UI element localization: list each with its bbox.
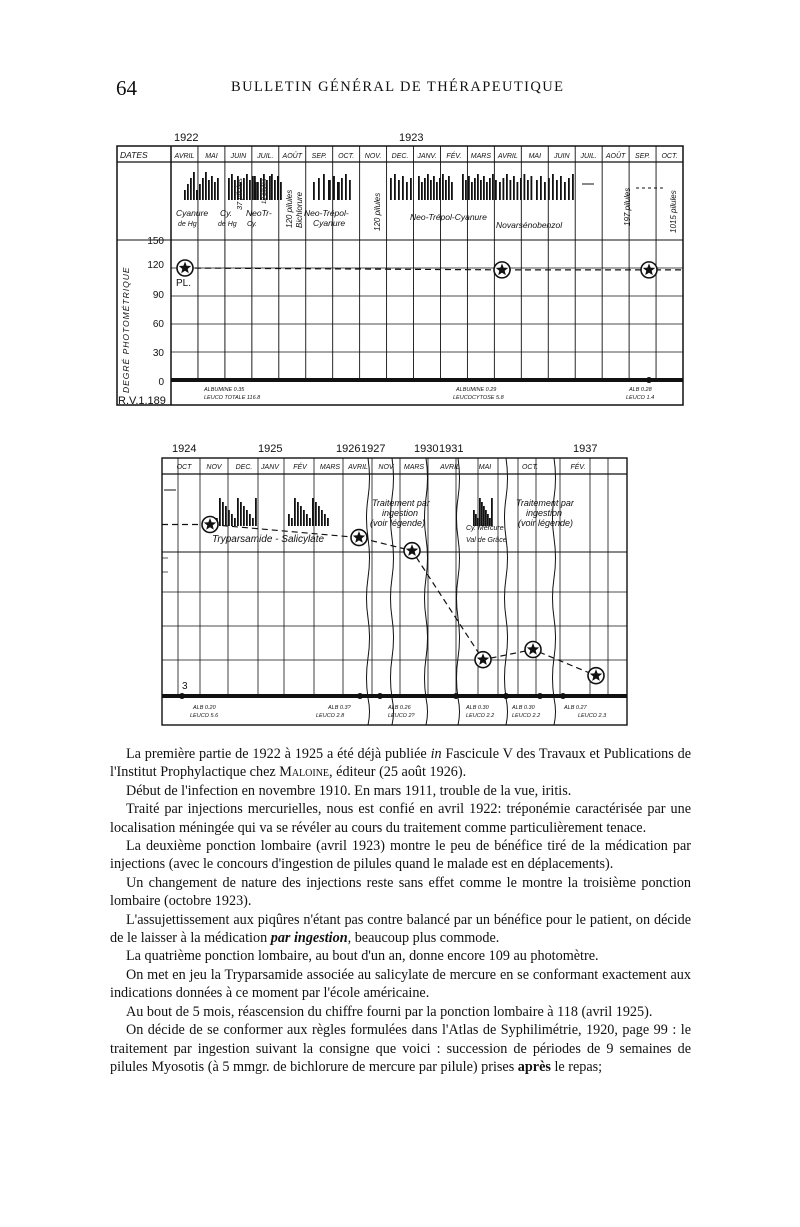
treatment-bar (217, 178, 219, 200)
month-label: SEP. (635, 153, 651, 160)
annotation: LEUCO 1.4 (626, 395, 655, 401)
treatment-bar (421, 182, 423, 200)
treatment-bar (345, 174, 347, 200)
treatment-bar (560, 176, 562, 200)
treatment-bar (222, 502, 224, 526)
data-point (494, 262, 510, 278)
treatment-bar (341, 178, 343, 200)
treatment-bar (249, 180, 251, 200)
month-label: NOV (378, 464, 394, 471)
month-label: MARS (319, 464, 341, 471)
horizontal-gridlines (117, 240, 683, 352)
month-label: OCT. (338, 153, 355, 160)
data-point (202, 517, 218, 533)
treatment-bar (196, 190, 198, 200)
month-label: JUIL. (580, 153, 597, 160)
paragraph: Début de l'infection en novembre 1910. En mars 1911, trouble de la vue, iritis. (126, 782, 572, 799)
treatment-bar (228, 178, 230, 200)
treatment-bar (291, 518, 293, 526)
treatment-bar (485, 510, 487, 526)
treatment-bar (240, 502, 242, 526)
body-text (110, 745, 691, 1076)
paragraph: Au bout de 5 mois, réascension du chiffre fourni par la ponction lombaire à 118 (avril 1925). (126, 1003, 653, 1020)
treatment-bar (445, 180, 447, 200)
month-label: OCT (176, 464, 192, 471)
horizontal-gridlines (162, 558, 168, 572)
chart-1922-1923 (116, 128, 686, 413)
case-label: R.V.1.189 (118, 395, 166, 407)
treatment-bar (427, 174, 429, 200)
treatment-bar (271, 174, 273, 200)
dates-label: DATES (120, 150, 148, 160)
vertical-label: 120 pilules (373, 192, 382, 231)
paragraph: L'assujettissement aux piqûres n'étant pas contre balancé par un bénéfice pour le patient, on décide de le laisser à la médication par ingestion, beaucoup plus commode. (110, 911, 691, 947)
treatment-bar (527, 180, 529, 200)
treatment-bar (312, 498, 314, 526)
month-label: MAI (205, 153, 218, 160)
paragraph: La deuxième ponction lombaire (avril 1923) montre le peu de bénéfice tiré de la médication par injections (avec le concours d'ingestion de pilules quand le malade est en déplacements). (110, 838, 691, 873)
treatment-bar (548, 178, 550, 200)
treatment-label: Neo-Trépol-Cyanure (410, 212, 487, 222)
treatment-bar (190, 178, 192, 200)
treatment-bar (246, 174, 248, 200)
y-tick: 60 (152, 319, 164, 330)
treatment-bar (492, 174, 494, 200)
vertical-label: 197 pilules (623, 187, 632, 226)
month-label: AVRIL (174, 153, 195, 160)
treatment-bar (306, 514, 308, 526)
month-label: JUIL. (257, 153, 274, 160)
year-label: 1937 (573, 443, 598, 455)
year-label: 1927 (361, 443, 386, 455)
data-point (351, 530, 367, 546)
treatment-bar (486, 182, 488, 200)
month-label: AOÛT (282, 153, 302, 160)
treatment-bar (219, 498, 221, 526)
annotation: ALB 0.3? (328, 705, 351, 711)
ingestion-label: (voir légende) (370, 518, 426, 528)
treatment-bar (390, 178, 392, 200)
ingestion-label: (voir légende) (518, 518, 574, 528)
month-label: MARS (470, 153, 492, 160)
pl-label: PL. (176, 278, 192, 289)
treatment-bar (205, 172, 207, 200)
vertical-gridlines (162, 458, 627, 696)
treatment-bar (568, 178, 570, 200)
treatment-bar (474, 178, 476, 200)
treatment-label: Cy. (220, 208, 233, 218)
treatment-bar (465, 180, 467, 200)
treatment-bar (517, 182, 519, 200)
treatment-label: Tryparsamide - Salicylate (212, 534, 325, 545)
annotation: LEUCOCYTOSE 5.8 (453, 395, 504, 401)
treatment-bar (418, 176, 420, 200)
vertical-label: 1015 pilules (669, 190, 678, 233)
data-points (177, 260, 657, 383)
vertical-label: Bichlorure (295, 191, 304, 228)
month-label: FÉV. (446, 153, 462, 160)
treatment-bar (211, 176, 213, 200)
month-label: AOÛT (605, 153, 626, 160)
treatment-bar (473, 510, 475, 526)
y-tick: 120 (147, 260, 164, 271)
treatment-bar (324, 514, 326, 526)
treatment-bar (477, 174, 479, 200)
treatment-bar (274, 180, 276, 200)
treatment-bar (246, 510, 248, 526)
month-label: AVRIL (440, 464, 460, 471)
treatment-bars (184, 172, 664, 200)
month-label: JANV. (417, 153, 437, 160)
annotation: ALB 0.20 (193, 705, 216, 711)
treatment-bar (252, 176, 254, 200)
month-labels (177, 462, 586, 471)
treatment-bar (318, 506, 320, 526)
page-header (116, 76, 676, 100)
treatment-bar (225, 506, 227, 526)
month-label: FÉV. (570, 464, 586, 471)
annotation: ALB 0.28 (629, 387, 652, 393)
data-point (525, 641, 541, 657)
mercure-label: Cy. Mercure (466, 525, 504, 532)
vertical-label: 12 pilules (262, 178, 268, 204)
month-label: DEC. (391, 153, 409, 160)
year-label: 1924 (172, 443, 197, 455)
treatment-bar (300, 506, 302, 526)
y-axis-label: DEGRÉ PHOTOMÉTRIQUE (121, 266, 131, 393)
treatment-label: Cy. (247, 221, 257, 228)
ingestion-label: ingestion (382, 508, 419, 518)
treatment-bar (249, 514, 251, 526)
paragraph: Traité par injections mercurielles, nous est confié en avril 1922: tréponémie caractérisée par une localisation méningée qui va se révéler au cours du traitement comme particulièrement tenace. (110, 801, 691, 836)
treatment-bar (513, 176, 515, 200)
treatment-bar (254, 176, 256, 200)
treatment-bar (288, 514, 290, 526)
treatment-label: Neo-Trépol- (304, 208, 349, 218)
treatment-bar (187, 184, 189, 200)
treatment-bar (430, 180, 432, 200)
treatment-bar (540, 176, 542, 200)
annotation: ALB 0.30 (512, 705, 535, 711)
treatment-bar (214, 182, 216, 200)
treatment-bar (471, 182, 473, 200)
treatment-bar (531, 176, 533, 200)
treatment-label: Cyanure (313, 218, 346, 228)
treatment-bar (327, 518, 329, 526)
treatment-bar (193, 172, 195, 200)
treatment-bar (309, 518, 311, 526)
treatment-bar (451, 182, 453, 200)
page-number: 64 (116, 76, 137, 100)
treatment-bar (313, 182, 315, 200)
treatment-bar (333, 176, 335, 200)
month-label: JUIN (553, 153, 570, 160)
chart-frame (117, 146, 683, 405)
annotation: ALB 0.26 (388, 705, 411, 711)
year-label: 1923 (399, 132, 424, 144)
month-label: OCT. (521, 464, 539, 471)
month-label: JUIN (230, 153, 247, 160)
ingestion-label: ingestion (526, 508, 563, 518)
treatment-label: de Hg (218, 221, 237, 228)
treatment-bar (442, 174, 444, 200)
treatment-bar (436, 182, 438, 200)
annotation: LEUCO 2.2 (466, 713, 495, 719)
year-label: 1926 (336, 443, 361, 455)
treatment-bar (491, 498, 493, 526)
month-label: JANV (261, 464, 279, 471)
treatment-bar (499, 182, 501, 200)
treatment-bar (199, 184, 201, 200)
treatment-bar (468, 176, 470, 200)
treatment-bar (406, 182, 408, 200)
treatment-bar (480, 180, 482, 200)
month-label: NOV (206, 464, 222, 471)
treatment-bar (237, 498, 239, 526)
month-label: FÉV (293, 464, 307, 471)
treatment-bar (536, 180, 538, 200)
month-label: DEC. (235, 464, 253, 471)
month-label: MAI (528, 153, 542, 160)
treatment-bar (349, 180, 351, 200)
treatment-bar (503, 178, 505, 200)
annotation: LEUCO 2.3 (578, 713, 607, 719)
annotation: ALB 0.27 (564, 705, 587, 711)
mercure-label: Val de Grâce (466, 537, 507, 544)
month-label: SEP. (311, 153, 327, 160)
month-label: MARS (403, 464, 425, 471)
treatment-bar (337, 182, 339, 200)
treatment-bar (481, 502, 483, 526)
time-break (457, 458, 460, 725)
month-label: AVRIL (348, 464, 368, 471)
treatment-bar (410, 178, 412, 200)
treatment-bar (243, 506, 245, 526)
time-break (505, 458, 508, 725)
treatment-bar (398, 180, 400, 200)
paragraph: La quatrième ponction lombaire, au bout d'un an, donne encore 109 au photomètre. (126, 948, 599, 965)
paragraph: On décide de se conformer aux règles formulées dans l'Atlas de Syphilimétrie, 1920, page 99 : le traitement par ingestion suivant la consigne que voici : succession de périodes de 9 semaines de pilules Myosotis (à 5 mmgr. de bichlorure de mercure par pilule) prises après le repas; (110, 1022, 691, 1075)
treatment-bar (269, 176, 271, 200)
treatment-bar (252, 518, 254, 526)
annotation: LEUCO 2.8 (316, 713, 345, 719)
treatment-bar (234, 518, 236, 526)
treatment-bar (277, 176, 279, 200)
treatment-bar (506, 174, 508, 200)
treatment-label: Novarsénobenzol (496, 220, 563, 230)
y-tick: 150 (147, 236, 164, 247)
treatment-bar (321, 510, 323, 526)
treatment-bar (483, 506, 485, 526)
ingestion-label: Traitement par (372, 498, 430, 508)
treatment-bar (231, 174, 233, 200)
treatment-bar (255, 498, 257, 526)
treatment-bar (524, 174, 526, 200)
ingestion-label: Traitement par (516, 498, 574, 508)
treatment-bar (572, 174, 574, 200)
treatment-bar (228, 510, 230, 526)
treatment-bar (510, 180, 512, 200)
treatment-bar (257, 182, 259, 200)
annotation: LEUCO 2? (388, 713, 415, 719)
annotation: ALB 0.30 (466, 705, 489, 711)
annotation: LEUCO 5.6 (190, 713, 219, 719)
treatment-label: Cyanure (176, 208, 209, 218)
data-point (641, 262, 657, 278)
treatment-bar (297, 502, 299, 526)
treatment-bar (402, 176, 404, 200)
treatment-bar (424, 178, 426, 200)
treatment-bar (294, 498, 296, 526)
y-tick: 90 (152, 290, 164, 301)
treatment-bar (202, 178, 204, 200)
treatment-bar (231, 514, 233, 526)
data-point (177, 260, 193, 276)
data-point (588, 668, 604, 684)
y-tick: 30 (152, 348, 164, 359)
time-break (367, 458, 370, 725)
chart-1924-1937 (160, 438, 630, 733)
year-label: 1925 (258, 443, 283, 455)
treatment-bar (184, 190, 186, 200)
treatment-bar (520, 178, 522, 200)
treatment-bar (303, 510, 305, 526)
treatment-bar (318, 178, 320, 200)
treatment-bar (280, 182, 282, 200)
treatment-bar (483, 176, 485, 200)
annotation: LEUCO 2.2 (512, 713, 541, 719)
treatment-bar (552, 174, 554, 200)
vertical-label: 120 pilules (285, 189, 294, 228)
treatment-bar (329, 180, 331, 200)
treatment-label: de Hg (178, 221, 197, 228)
treatment-bar (448, 176, 450, 200)
month-label: AVRIL (497, 153, 518, 160)
treatment-bar (315, 502, 317, 526)
year-label: 1930 (414, 443, 439, 455)
year-label: 1922 (174, 132, 199, 144)
paragraph: On met en jeu la Tryparsamide associée au salicylate de mercure en se conformant exactement aux indications données à ce moment par l'école américaine. (110, 966, 691, 1002)
vertical-label: 37 pilules (235, 178, 244, 210)
running-title: BULLETIN GÉNÉRAL DE THÉRAPEUTIQUE (231, 79, 565, 95)
treatment-bar (323, 174, 325, 200)
annotation: ALBUMINE 0.29 (456, 387, 497, 393)
treatment-bar (479, 498, 481, 526)
treatment-label: NeoTr- (246, 208, 272, 218)
data-point (404, 543, 420, 559)
treatment-bar (394, 174, 396, 200)
annotation: LEUCO TOTALE 116.8 (204, 395, 261, 401)
year-labels (172, 443, 597, 455)
paragraph: Un changement de nature des injections reste sans effet comme le montre la troisième ponction lombaire (octobre 1923). (110, 874, 691, 910)
data-point (475, 652, 491, 668)
treatment-bar (462, 174, 464, 200)
treatment-bar (433, 176, 435, 200)
month-label: MAI (478, 464, 492, 471)
month-label: OCT. (661, 153, 678, 160)
month-label: NOV. (364, 153, 382, 160)
treatment-bar (544, 182, 546, 200)
treatment-bar (495, 180, 497, 200)
treatment-bar (208, 180, 210, 200)
baseline-value: 3 (182, 681, 188, 692)
annotation: ALBUMINE 0.35 (204, 387, 245, 393)
treatment-bar (556, 180, 558, 200)
treatment-bar (489, 178, 491, 200)
treatment-bar (564, 182, 566, 200)
paragraph: La première partie de 1922 à 1925 a été déjà publiée in Fascicule V des Travaux et Publications de l'Institut Prophylactique chez Maloine, éditeur (25 août 1926). (110, 746, 691, 781)
year-label: 1931 (439, 443, 464, 455)
treatment-bar (439, 178, 441, 200)
y-tick: 0 (158, 377, 164, 388)
